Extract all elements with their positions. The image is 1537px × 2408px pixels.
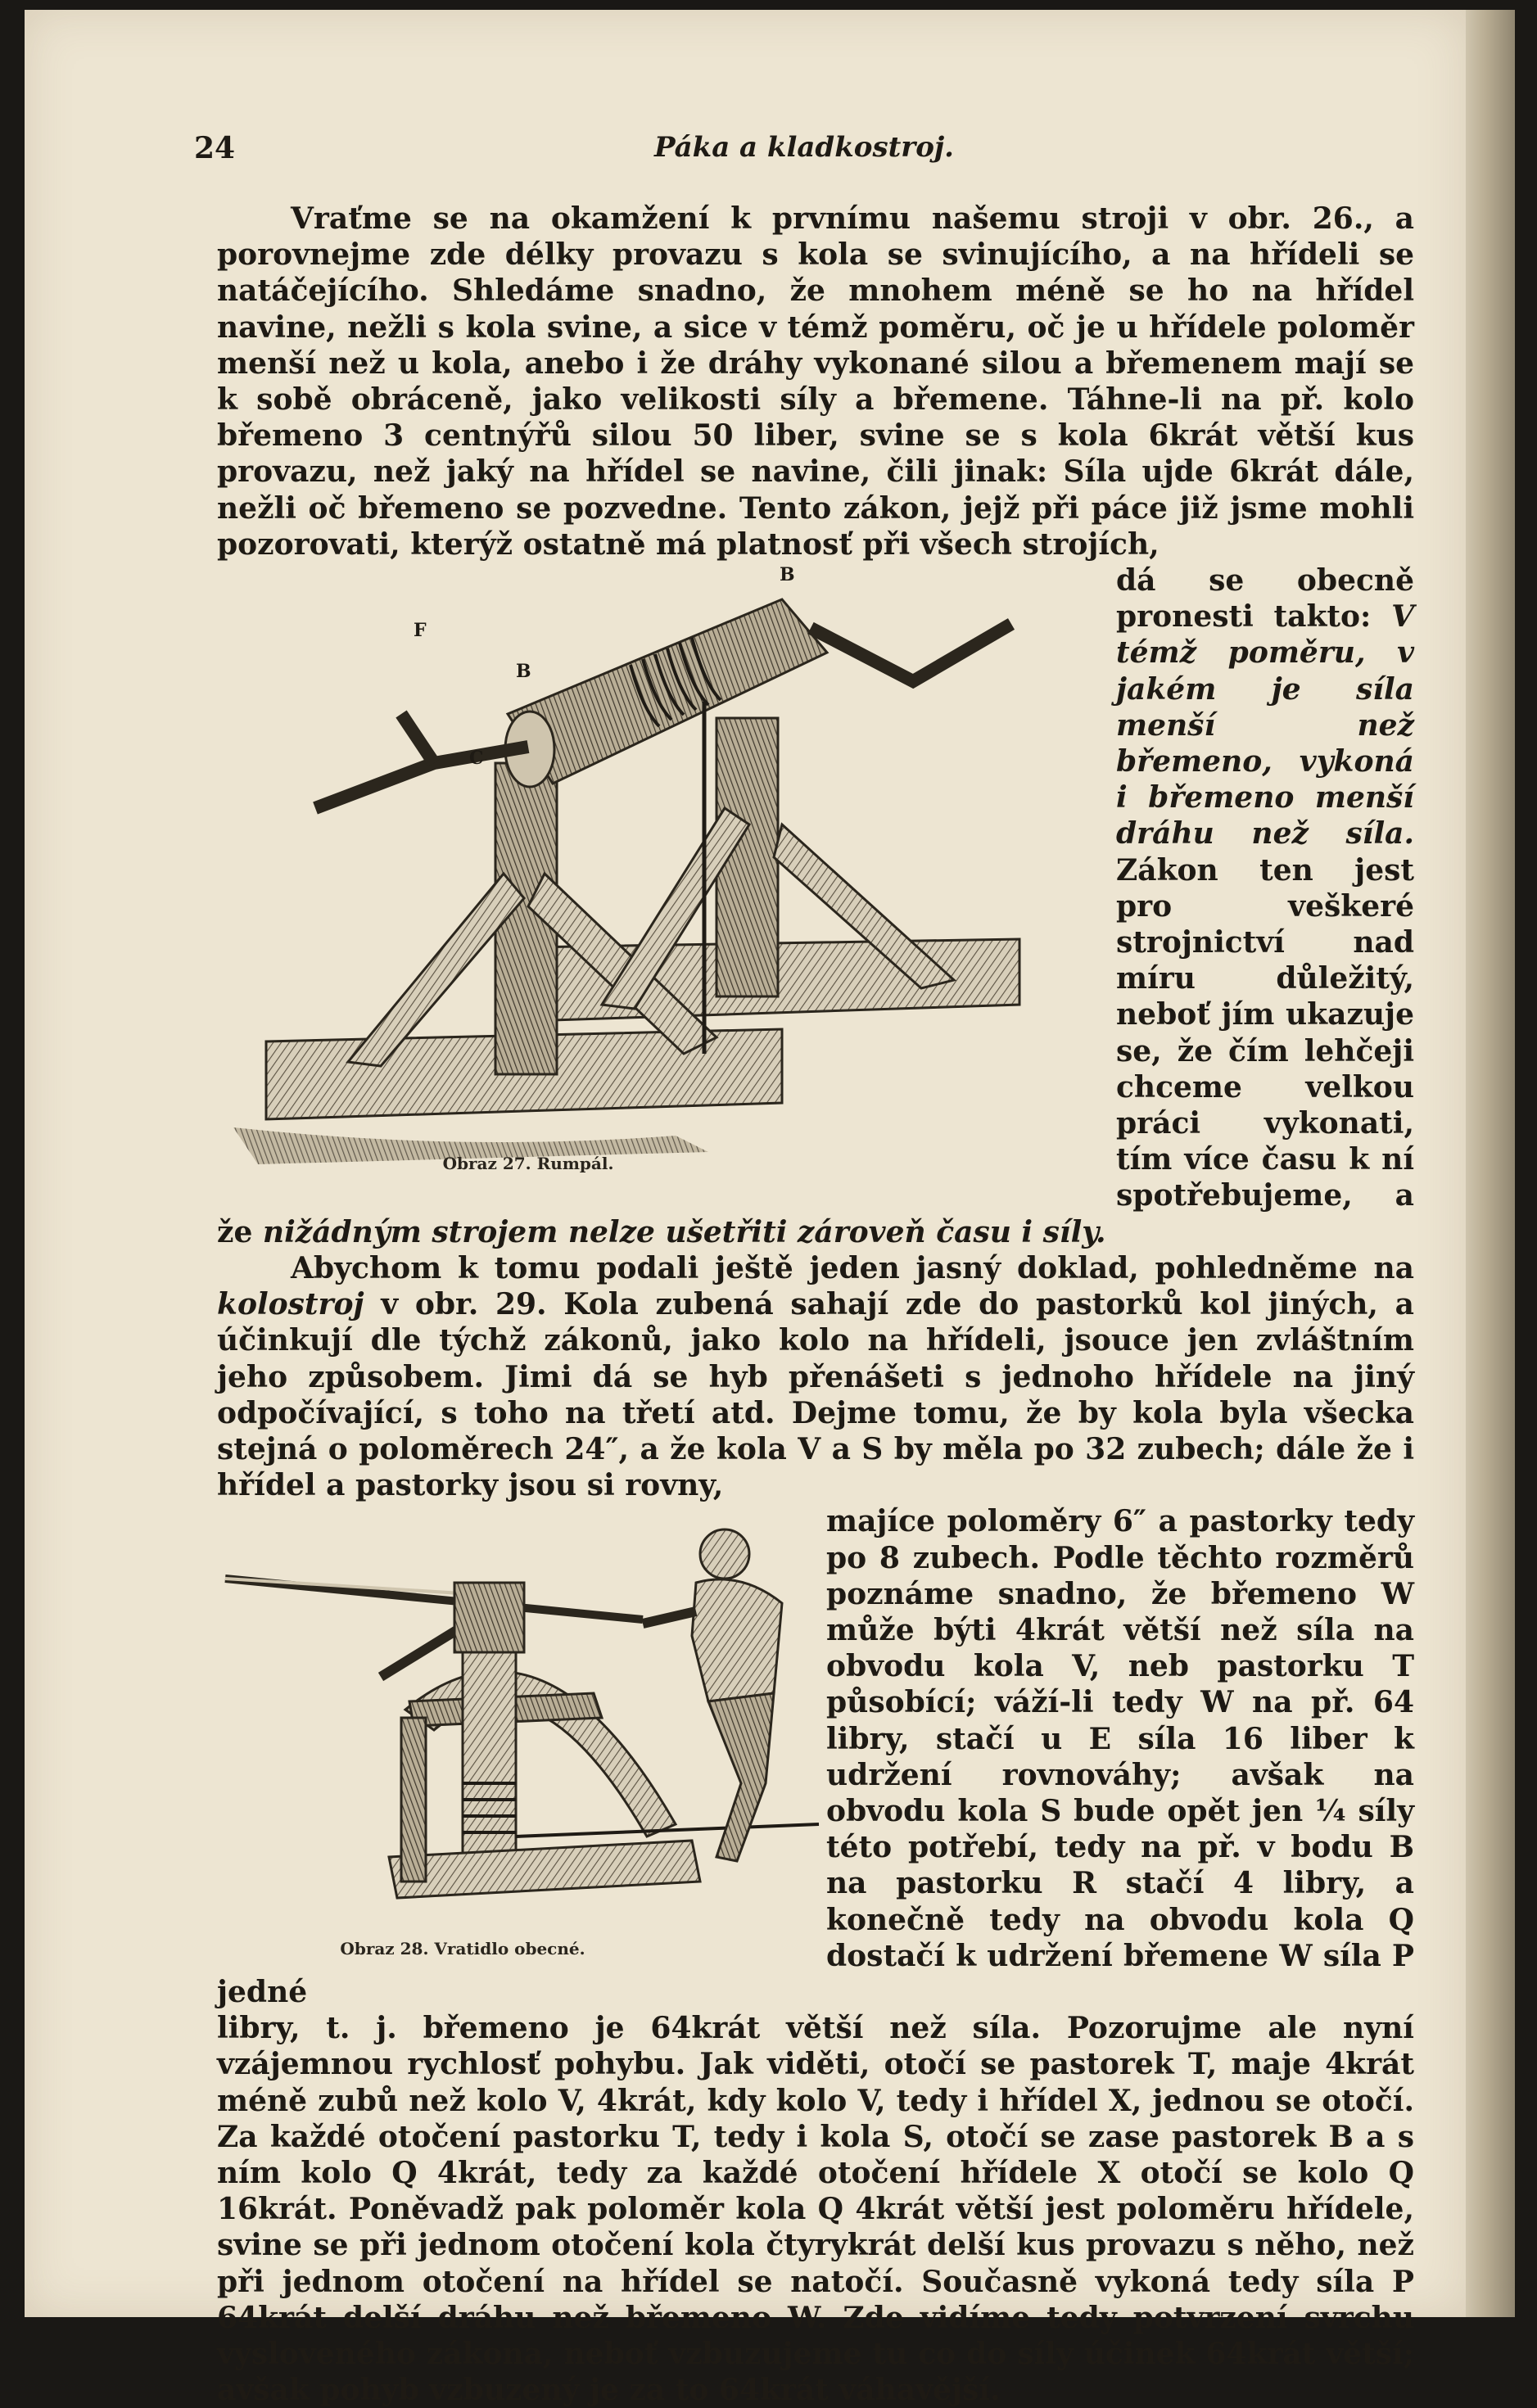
label-b-top: B: [780, 564, 795, 586]
page-edge: [1466, 10, 1515, 2317]
body-text: [217, 201, 1414, 2408]
label-c: C: [469, 748, 484, 770]
figure-28-capstan: [217, 1513, 823, 1972]
paragraph-1-law: V témž poměru, v jakém je síla menší než břemeno, vykoná i břemeno menší dráhu než síla.: [1116, 599, 1414, 852]
paragraph-2-intro: [217, 1250, 1414, 1503]
figure-28-caption: Obraz 28. Vratidlo obecné.: [340, 1939, 585, 1959]
running-head: Páka a kladkostroj.: [653, 131, 955, 164]
page-header: [194, 131, 1414, 172]
paragraph-1-intro: Vraťme se na okamžení k prvnímu našemu stroji v obr. 26., a porovnejme zde délky provazu s kola se svinujícího, a na hřídeli se natáčejícího. Shledáme snadno, že mnohem méně se ho na hřídel navine, nežli s kola svine, a sice v témž poměru, oč je u hřídele poloměr menší než u kola, anebo i že dráhy vykonané silou a břemenem mají se k sobě obráceně, jako velikosti síly a břemene. Táhne-li na př. kolo břemeno 3 centnýřů silou 50 liber, svine se s kola 6krát větší kus provazu, než jaký na hřídel se navine, čili jinak: Síla ujde 6krát dále, nežli oč břemeno se pozvedne. Tento zákon, jejž při páce již jsme mohli pozorovati, kterýž ostatně má platnosť při všech strojích,: [217, 201, 1414, 562]
paragraph-2-b: v obr. 29. Kola zubená sahají zde do pastorků kol jiných, a účinkují dle týchž zákonů, jako kolo na hřídeli, jsouce jen zvláštním jeho způsobem. Jimi dá se hyb přenášeti s jednoho hřídele na jiný odpočívající, s toho na třetí atd. Dejme tomu, že by kola byla všecka stejná o poloměrech 24″, a že kola V a S by měla po 32 zubech; dále že i hřídel a pastorky jsou si rovny,: [217, 1287, 1414, 1503]
label-b-mid: B: [516, 661, 531, 683]
page-number: 24: [194, 131, 236, 165]
paragraph-1-rest: Zákon ten jest pro veškeré strojnictví nad míru důležitý, neboť jím ukazuje se, že čím lehčeji chceme velkou práci vykonati, tím více času k ní spotřebujeme, a že: [217, 852, 1414, 1249]
paragraph-1-wrap-text: dá se obecně pronesti takto:: [1116, 563, 1414, 635]
paragraph-2-wrapped: majíce poloměry 6″ a pastorky tedy po 8 zubech. Podle těchto rozměrů poznáme snadno, že břemeno W může býti 4krát větší než síla na obvodu kola V, neb pastorku T působící; váží-li tedy W na př. 64 libry, stačí u E síla 16 liber k udržení rovnováhy; avšak na obvodu kola S bude opět jen ¼ síly této potřebí, tedy na př. v bodu B na pastorku R stačí 4 libry, a konečně tedy na obvodu kola Q dostačí k udržení břemene W síla P jedné: [217, 1504, 1414, 2009]
capstan-illustration: [217, 1513, 823, 1972]
paragraph-1-conclusion: nižádným strojem nelze ušetřiti zároveň času i síly.: [262, 1214, 1106, 1249]
windlass-illustration: [217, 562, 1110, 1185]
paragraph-2-a: Abychom k tomu podali ještě jeden jasný doklad, pohledněme na: [291, 1250, 1414, 1285]
paragraph-2-tail: libry, t. j. břemeno je 64krát větší než síla. Pozorujme ale nyní vzájemnou rychlosť pohybu. Jak viděti, otočí se pastorek T, maje 4krát méně zubů než kolo V, 4krát, kdy kolo V, tedy i hřídel X, jednou se otočí. Za každé otočení pastorku T, tedy i kola S, otočí se zase pastorek B a s ním kolo Q 4krát, tedy za každé otočení hřídele X otočí se kolo Q 16krát. Poněvadž pak poloměr kola Q 4krát větší jest poloměru hřídele, svine se při jednom otočení kola čtyrykrát delší kus provazu s něho, než při jednom otočení na hřídel se natočí. Současně vykoná tedy síla P 64krát delší dráhu než břemeno W. Zde vidíme tedy potvrzení svrchu vysloveného zákona, neboť vzbuzujeme tu co do síly účinek 64krát větší; avšak pohyb vzbuzený je za to 64krát váhavější.: [217, 2011, 1414, 2408]
figure-27-caption: Obraz 27. Rumpál.: [442, 1154, 614, 1174]
figure-27-windlass: [217, 562, 1110, 1185]
kolostroj-term: kolostroj: [217, 1287, 364, 1322]
label-f: F: [414, 620, 427, 642]
